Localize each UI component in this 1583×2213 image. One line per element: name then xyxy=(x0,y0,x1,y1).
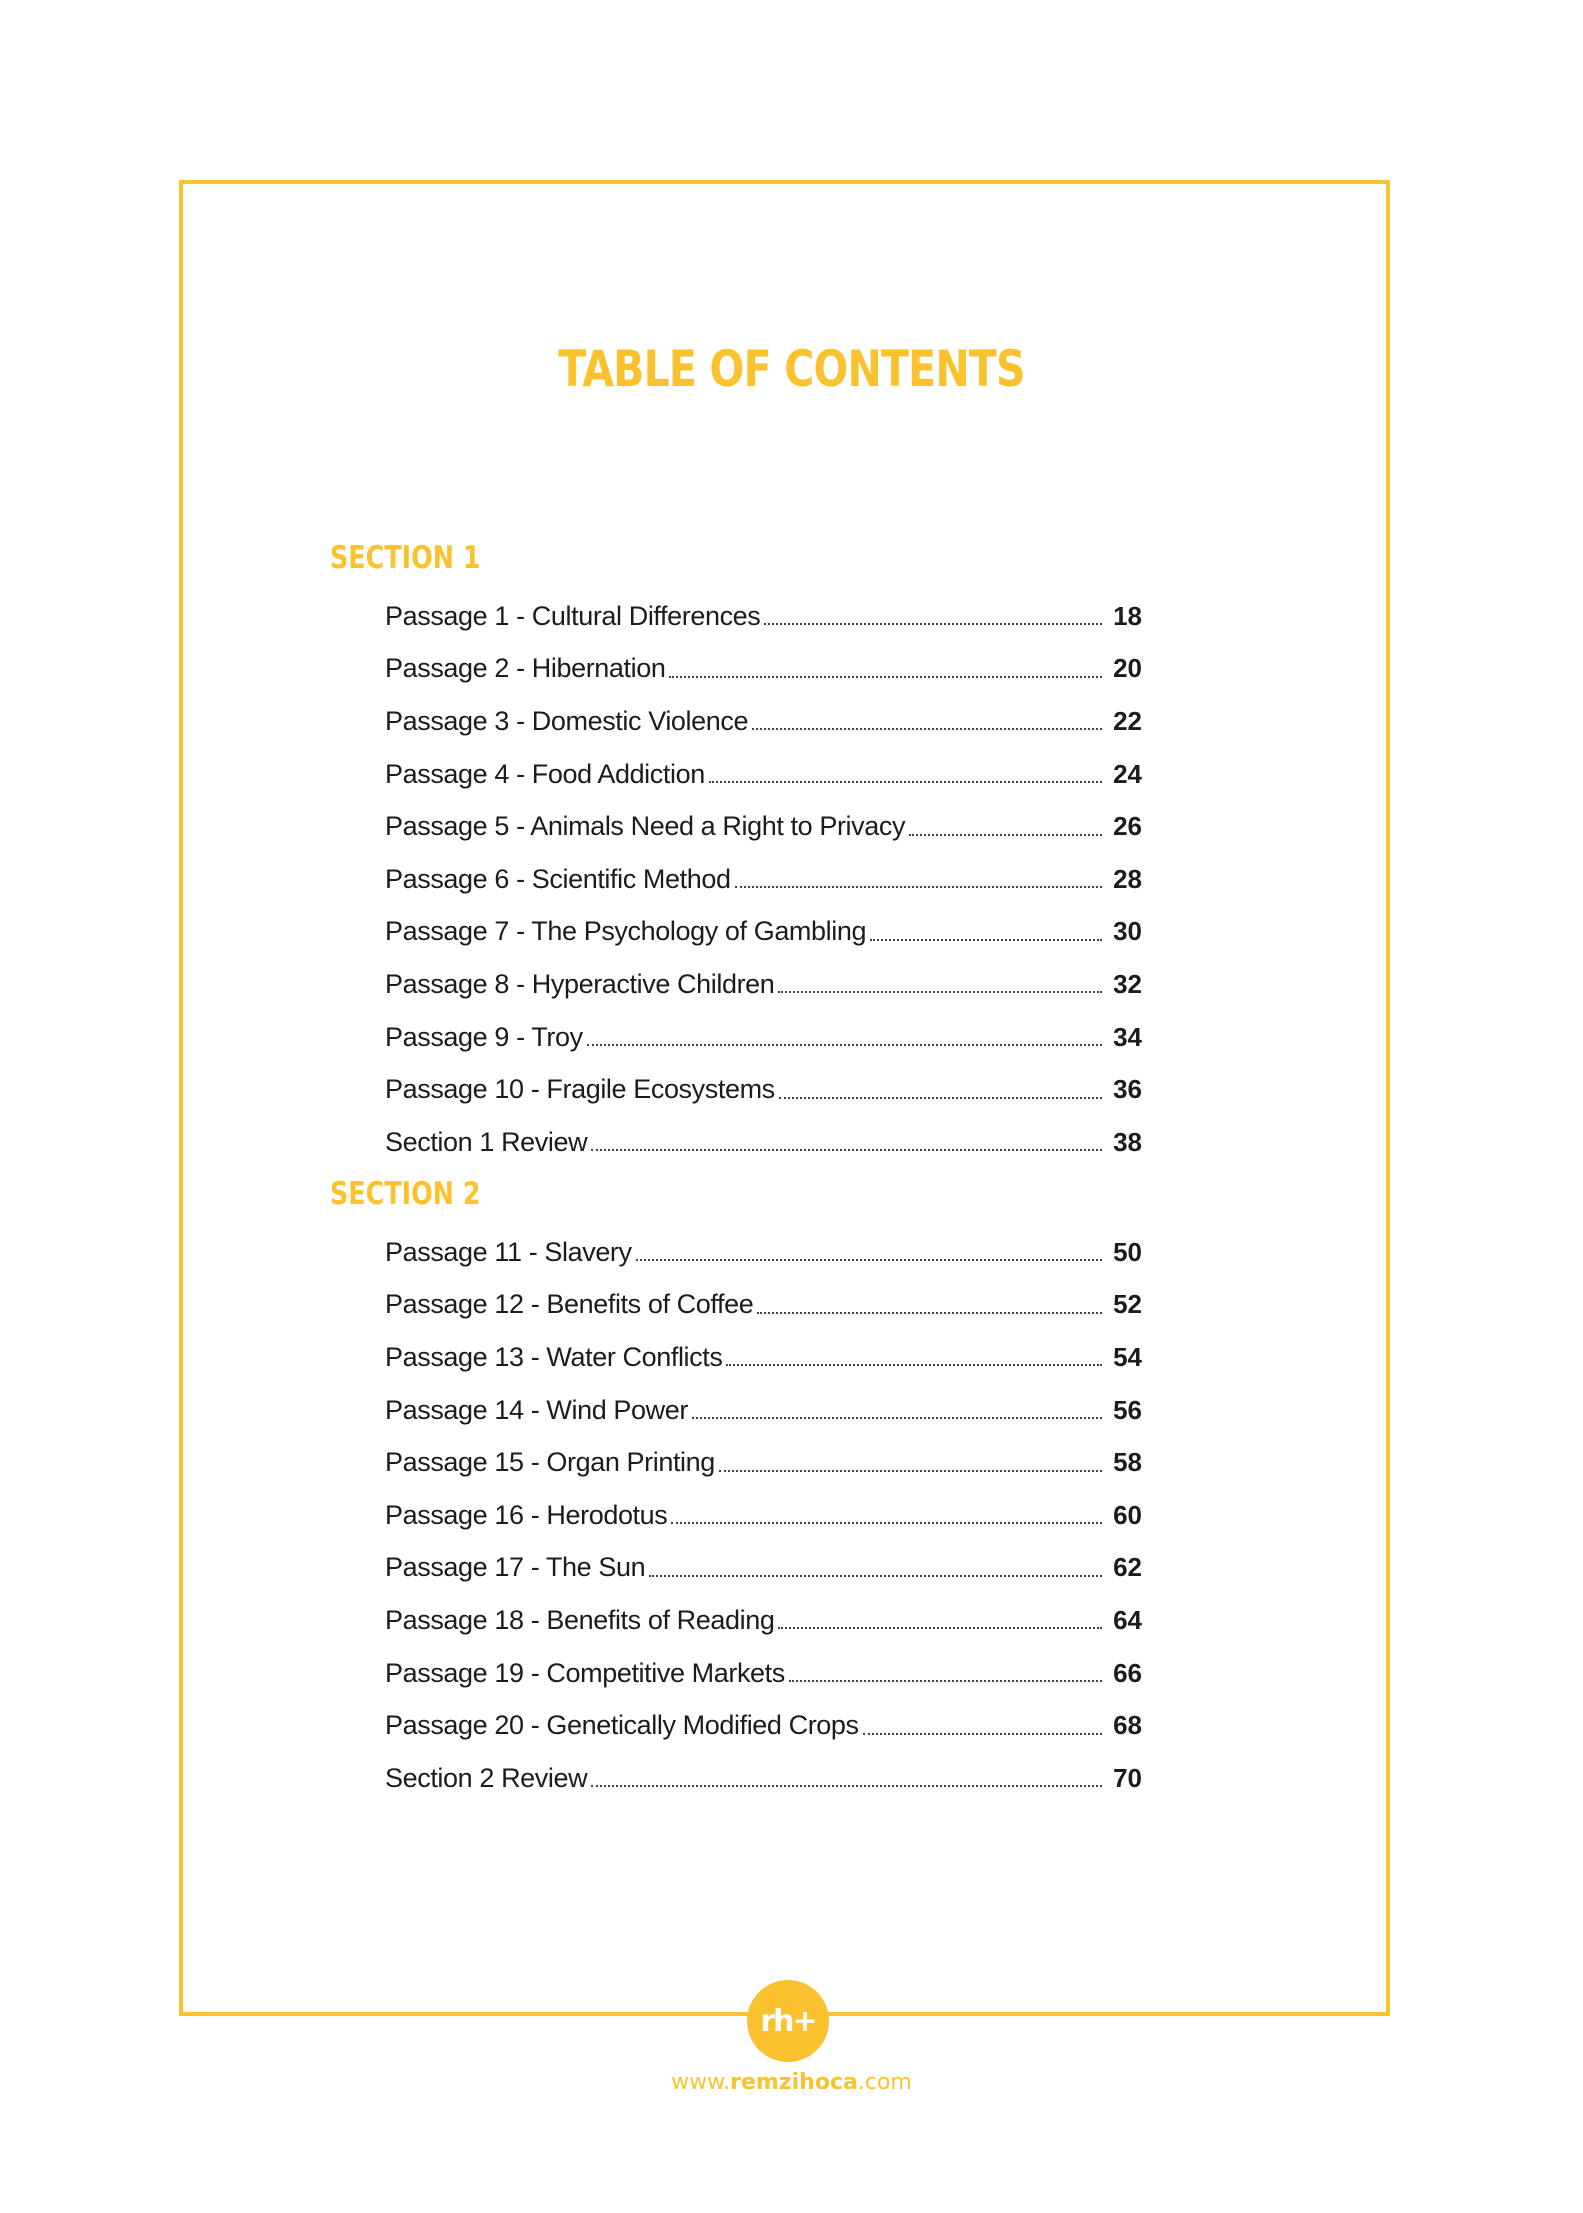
section-1-entries xyxy=(385,590,1142,1169)
toc-entry-page: 22 xyxy=(1113,705,1142,736)
dot-leader xyxy=(649,1575,1102,1577)
toc-entry-page: 54 xyxy=(1113,1341,1142,1372)
section-1-heading: SECTION 1 xyxy=(330,540,481,576)
toc-entry-title: Passage 1 - Cultural Differences xyxy=(385,600,761,631)
toc-entry[interactable] xyxy=(385,1647,1142,1700)
dot-leader xyxy=(757,1312,1102,1314)
dot-leader xyxy=(591,1785,1102,1787)
toc-entry[interactable] xyxy=(385,958,1142,1011)
toc-entry-page: 30 xyxy=(1113,916,1142,947)
section-2-entries xyxy=(385,1226,1142,1805)
toc-entry-title: Passage 2 - Hibernation xyxy=(385,653,666,684)
toc-entry[interactable] xyxy=(385,695,1142,748)
dot-leader xyxy=(636,1259,1102,1261)
toc-entry-title: Passage 20 - Genetically Modified Crops xyxy=(385,1710,859,1741)
toc-entry[interactable] xyxy=(385,1699,1142,1752)
toc-entry[interactable] xyxy=(385,1489,1142,1542)
toc-entry-title: Passage 19 - Competitive Markets xyxy=(385,1657,785,1688)
logo xyxy=(747,1980,829,2062)
dot-leader xyxy=(778,1627,1102,1629)
toc-entry-page: 62 xyxy=(1113,1552,1142,1583)
toc-entry-title: Passage 7 - The Psychology of Gambling xyxy=(385,916,867,947)
website-suffix: .com xyxy=(857,2070,912,2095)
toc-entry-page: 70 xyxy=(1113,1762,1142,1793)
toc-entry-page: 66 xyxy=(1113,1657,1142,1688)
toc-entry[interactable] xyxy=(385,1542,1142,1595)
dot-leader xyxy=(669,676,1102,678)
toc-entry-title: Passage 8 - Hyperactive Children xyxy=(385,968,775,999)
toc-entry-page: 34 xyxy=(1113,1021,1142,1052)
toc-entry[interactable] xyxy=(385,748,1142,801)
toc-entry-title: Section 2 Review xyxy=(385,1762,588,1793)
toc-entry[interactable] xyxy=(385,1752,1142,1805)
dot-leader xyxy=(591,1149,1102,1151)
dot-leader xyxy=(779,1097,1102,1099)
dot-leader xyxy=(692,1417,1102,1419)
toc-entry-page: 68 xyxy=(1113,1710,1142,1741)
toc-entry-page: 32 xyxy=(1113,968,1142,999)
dot-leader xyxy=(752,728,1102,730)
dot-leader xyxy=(870,939,1102,941)
toc-entry[interactable] xyxy=(385,1279,1142,1332)
toc-entry[interactable] xyxy=(385,1594,1142,1647)
toc-entry-title: Passage 17 - The Sun xyxy=(385,1552,646,1583)
dot-leader xyxy=(863,1733,1102,1735)
toc-entry[interactable] xyxy=(385,1063,1142,1116)
dot-leader xyxy=(671,1522,1102,1524)
website-link[interactable] xyxy=(0,2070,1583,2095)
toc-entry[interactable] xyxy=(385,1116,1142,1169)
toc-entry[interactable] xyxy=(385,800,1142,853)
toc-entry-page: 56 xyxy=(1113,1394,1142,1425)
toc-entry-page: 58 xyxy=(1113,1447,1142,1478)
toc-entry-page: 38 xyxy=(1113,1126,1142,1157)
toc-entry[interactable] xyxy=(385,643,1142,696)
toc-entry-page: 20 xyxy=(1113,653,1142,684)
toc-entry-page: 50 xyxy=(1113,1236,1142,1267)
toc-entry-page: 52 xyxy=(1113,1289,1142,1320)
website-brand: remzihoca xyxy=(730,2070,858,2095)
toc-entry-title: Passage 4 - Food Addiction xyxy=(385,758,705,789)
logo-mark: rh+ xyxy=(760,2003,816,2039)
toc-entry-title: Passage 14 - Wind Power xyxy=(385,1394,688,1425)
toc-entry-page: 36 xyxy=(1113,1074,1142,1105)
toc-entry-title: Section 1 Review xyxy=(385,1126,588,1157)
toc-entry-title: Passage 18 - Benefits of Reading xyxy=(385,1604,775,1635)
toc-entry-page: 60 xyxy=(1113,1499,1142,1530)
section-2-heading: SECTION 2 xyxy=(330,1176,481,1212)
toc-entry-page: 26 xyxy=(1113,811,1142,842)
toc-entry-title: Passage 6 - Scientific Method xyxy=(385,863,731,894)
toc-entry[interactable] xyxy=(385,1226,1142,1279)
toc-entry-page: 18 xyxy=(1113,600,1142,631)
dot-leader xyxy=(735,886,1102,888)
toc-entry-page: 28 xyxy=(1113,863,1142,894)
toc-entry-title: Passage 13 - Water Conflicts xyxy=(385,1341,723,1372)
toc-entry[interactable] xyxy=(385,1331,1142,1384)
toc-entry-page: 24 xyxy=(1113,758,1142,789)
dot-leader xyxy=(709,781,1102,783)
toc-entry[interactable] xyxy=(385,590,1142,643)
website-prefix: www. xyxy=(671,2070,731,2095)
toc-entry[interactable] xyxy=(385,1011,1142,1064)
toc-entry-title: Passage 9 - Troy xyxy=(385,1021,583,1052)
dot-leader xyxy=(719,1470,1102,1472)
dot-leader xyxy=(764,623,1102,625)
dot-leader xyxy=(789,1680,1102,1682)
toc-entry[interactable] xyxy=(385,906,1142,959)
toc-entry[interactable] xyxy=(385,853,1142,906)
toc-entry-title: Passage 11 - Slavery xyxy=(385,1236,632,1267)
toc-entry-page: 64 xyxy=(1113,1604,1142,1635)
dot-leader xyxy=(587,1044,1102,1046)
toc-entry-title: Passage 16 - Herodotus xyxy=(385,1499,668,1530)
dot-leader xyxy=(778,991,1102,993)
toc-entry-title: Passage 3 - Domestic Violence xyxy=(385,705,749,736)
toc-entry[interactable] xyxy=(385,1384,1142,1437)
toc-entry-title: Passage 12 - Benefits of Coffee xyxy=(385,1289,754,1320)
toc-entry-title: Passage 5 - Animals Need a Right to Privacy xyxy=(385,811,906,842)
toc-entry-title: Passage 15 - Organ Printing xyxy=(385,1447,715,1478)
page-title: TABLE OF CONTENTS xyxy=(558,340,1025,398)
dot-leader xyxy=(909,834,1102,836)
toc-entry[interactable] xyxy=(385,1436,1142,1489)
dot-leader xyxy=(726,1364,1102,1366)
toc-entry-title: Passage 10 - Fragile Ecosystems xyxy=(385,1074,775,1105)
